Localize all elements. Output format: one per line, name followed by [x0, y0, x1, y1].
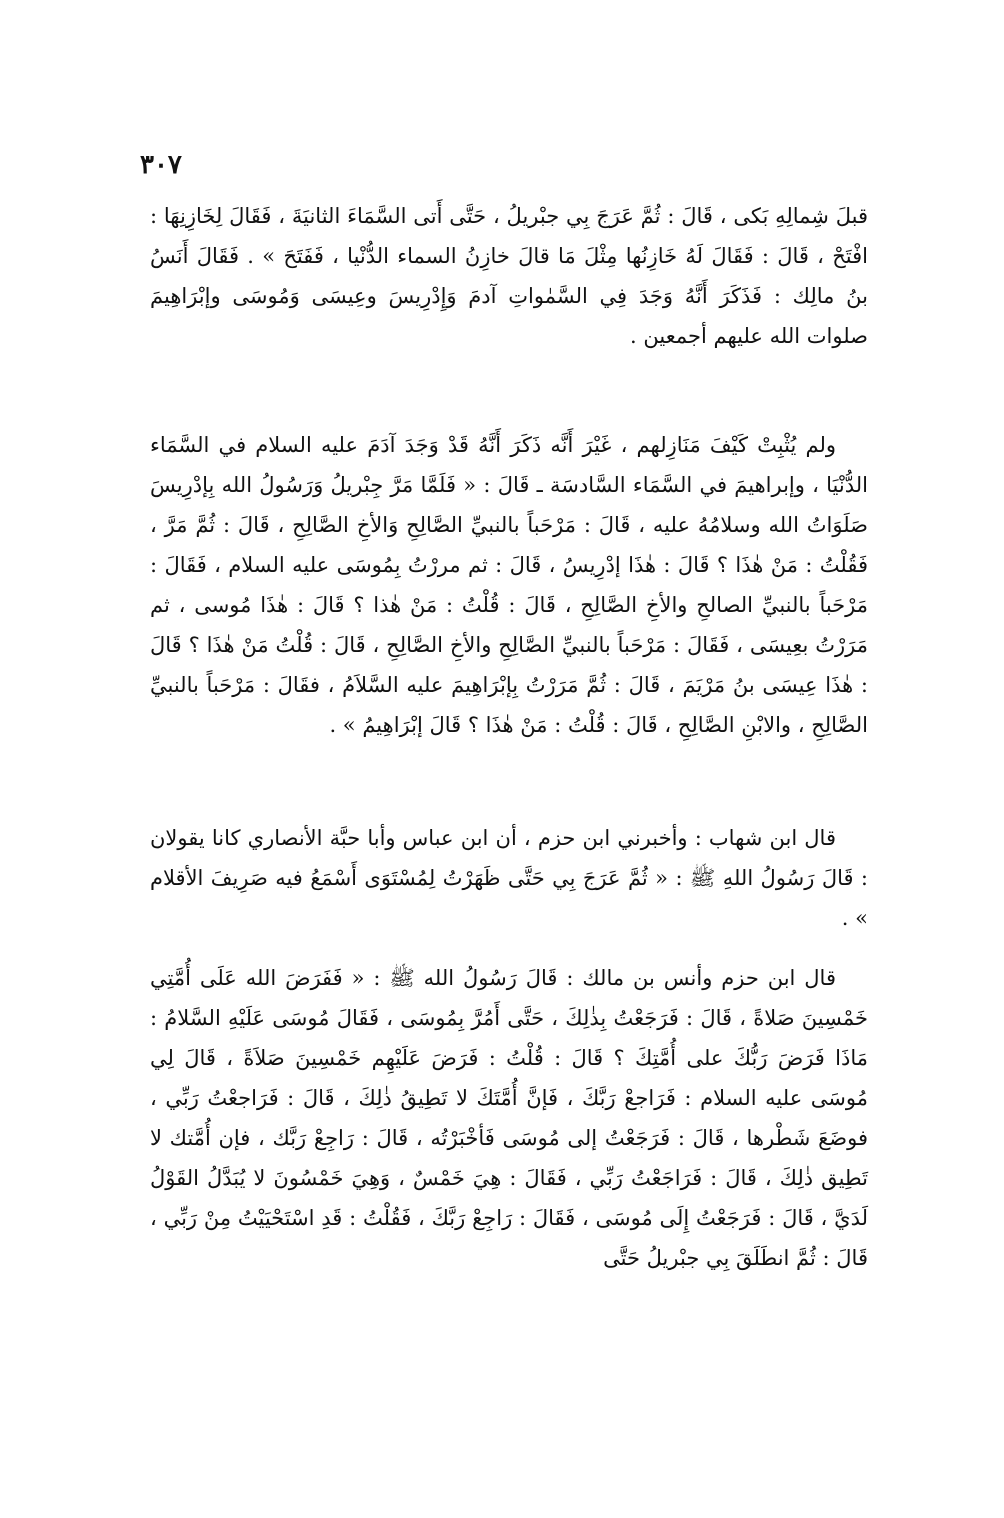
paragraph-2: ولم يُثْبِتْ كَيْفَ مَنَازِلهم ، غَيْرَ أَنَّه ذَكَرَ أَنَّهُ قَدْ وَجَدَ آدَمَ عليه السلام في السَّمَاء الدُّنْيَا ، وإبراهيمَ في السَّمَاء السَّادسَة ـ قَالَ : « فَلَمَّا مَرَّ جِبْريلُ وَرَسُولُ الله بِإدْرِيسَ صَلَوَاتُ الله وسلامُهُ عليه ، قَالَ : مَرْحَباً بالنبيِّ الصَّالِحِ وَالأخِ الصَّالِحِ ، قَالَ : ثُمَّ مَرَّ ، فَقُلْتُ : مَنْ هٰذَا ؟ قَالَ : هٰذَا إدْرِيسُ ، قَالَ : ثم مررْتُ بِمُوسَى عليه السلام ، فَقَالَ : مَرْحَباً بالنبيِّ الصالحِ والأخِ الصَّالِحِ ، قَالَ : قُلْتُ : مَنْ هٰذا ؟ قَالَ : هٰذَا مُوسى ، ثم مَرَرْتُ بعِيسَى ، فَقَالَ : مَرْحَباً بالنبيِّ الصَّالِحِ والأخِ الصَّالِحِ ، قَالَ : قُلْتُ مَنْ هٰذَا ؟ قَالَ : هٰذَا عِيسَى بنُ مَرْيَمَ ، قَالَ : ثُمَّ مَرَرْتُ بِإبْرَاهِيمَ عليه السَّلاَمُ ، فقَالَ : مَرْحَباً بالنبيِّ الصَّالِحِ ، والابْنِ الصَّالِحِ ، قَالَ : قُلْتُ : مَنْ هٰذَا ؟ قَالَ إبْرَاهِيمُ » . — [150, 433, 868, 737]
paragraph-1: قبلَ شِمالِهِ بَكى ، قَالَ : ثُمَّ عَرَجَ بِي جبْريلُ ، حَتَّى أَتى السَّمَاءَ الثانيَةَ ، فَقَالَ لِخَازِنِهَا : افْتَحْ ، قَالَ : فَقَالَ لَهُ خَازِنُها مِثْلَ مَا قالَ خازِنُ السماء الدُّنْيا ، فَفَتَحَ » . فَقَالَ أَنَسُ بنُ مالِك : فَذَكَرَ أَنَّهُ وَجَدَ فِي السَّمٰواتِ آدمَ وَإِدْرِيسَ وعِيسَى وَمُوسَى وإبْرَاهِيمَ صلوات الله عليهم أجمعين . — [150, 204, 868, 348]
paragraph-4: قال ابن حزم وأنس بن مالك : قَالَ رَسُولُ الله ﷺ : « فَفَرَضَ الله عَلَى أُمَّتِي خَمْسِينَ صَلاةً ، قَالَ : فَرَجَعْتُ بِذٰلِكَ ، حَتَّى أَمُرَّ بِمُوسَى ، فَقَالَ مُوسَى عَلَيْهِ السَّلامُ : مَاذَا فَرَضَ رَبُّكَ على أُمَّتِكَ ؟ قَالَ : قُلْتُ : فَرَضَ عَلَيْهِم خَمْسِينَ صَلاَةً ، قَالَ لِي مُوسَى عليه السلام : فَرَاجعْ رَبَّكَ ، فَإنَّ أُمَّتَكَ لا تَطِيقُ ذٰلِكَ ، قَالَ : فَرَاجعْتُ رَبِّي ، فوضَعَ شَطْرها ، قَالَ : فَرَجَعْتُ إلى مُوسَى فَأخْبَرْتُه ، قَالَ : رَاجِعْ رَبَّك ، فإن أُمَّتك لا تَطِيق ذٰلِكَ ، قَالَ : فَرَاجَعْتُ رَبِّي ، فَقَالَ : هِيَ خَمْسٌ ، وَهِيَ خَمْسُونَ لا يُبَدَّلُ القَوْلُ لَدَيَّ ، قَالَ : فَرَجَعْتُ إِلَى مُوسَى ، فَقَالَ : رَاجِعْ رَبَّكَ ، فَقُلْتُ : قَدِ اسْتَحْيَيْتُ مِنْ رَبِّي ، قَالَ : ثُمَّ انطَلَقَ بِي جبْريلُ حَتَّى — [150, 966, 868, 1270]
paragraph-3: قال ابن شهاب : وأخبرني ابن حزم ، أن ابن عباس وأبا حبَّة الأنصاري كانا يقولان : قَالَ رَسُولُ اللهِ ﷺ : « ثُمَّ عَرَجَ بِي حَتَّى ظَهَرْتُ لِمُسْتَوَى أَسْمَعُ فيه صَرِيفَ الأقلام » . — [150, 826, 868, 930]
page-number: ٣٠٧ — [140, 150, 182, 180]
